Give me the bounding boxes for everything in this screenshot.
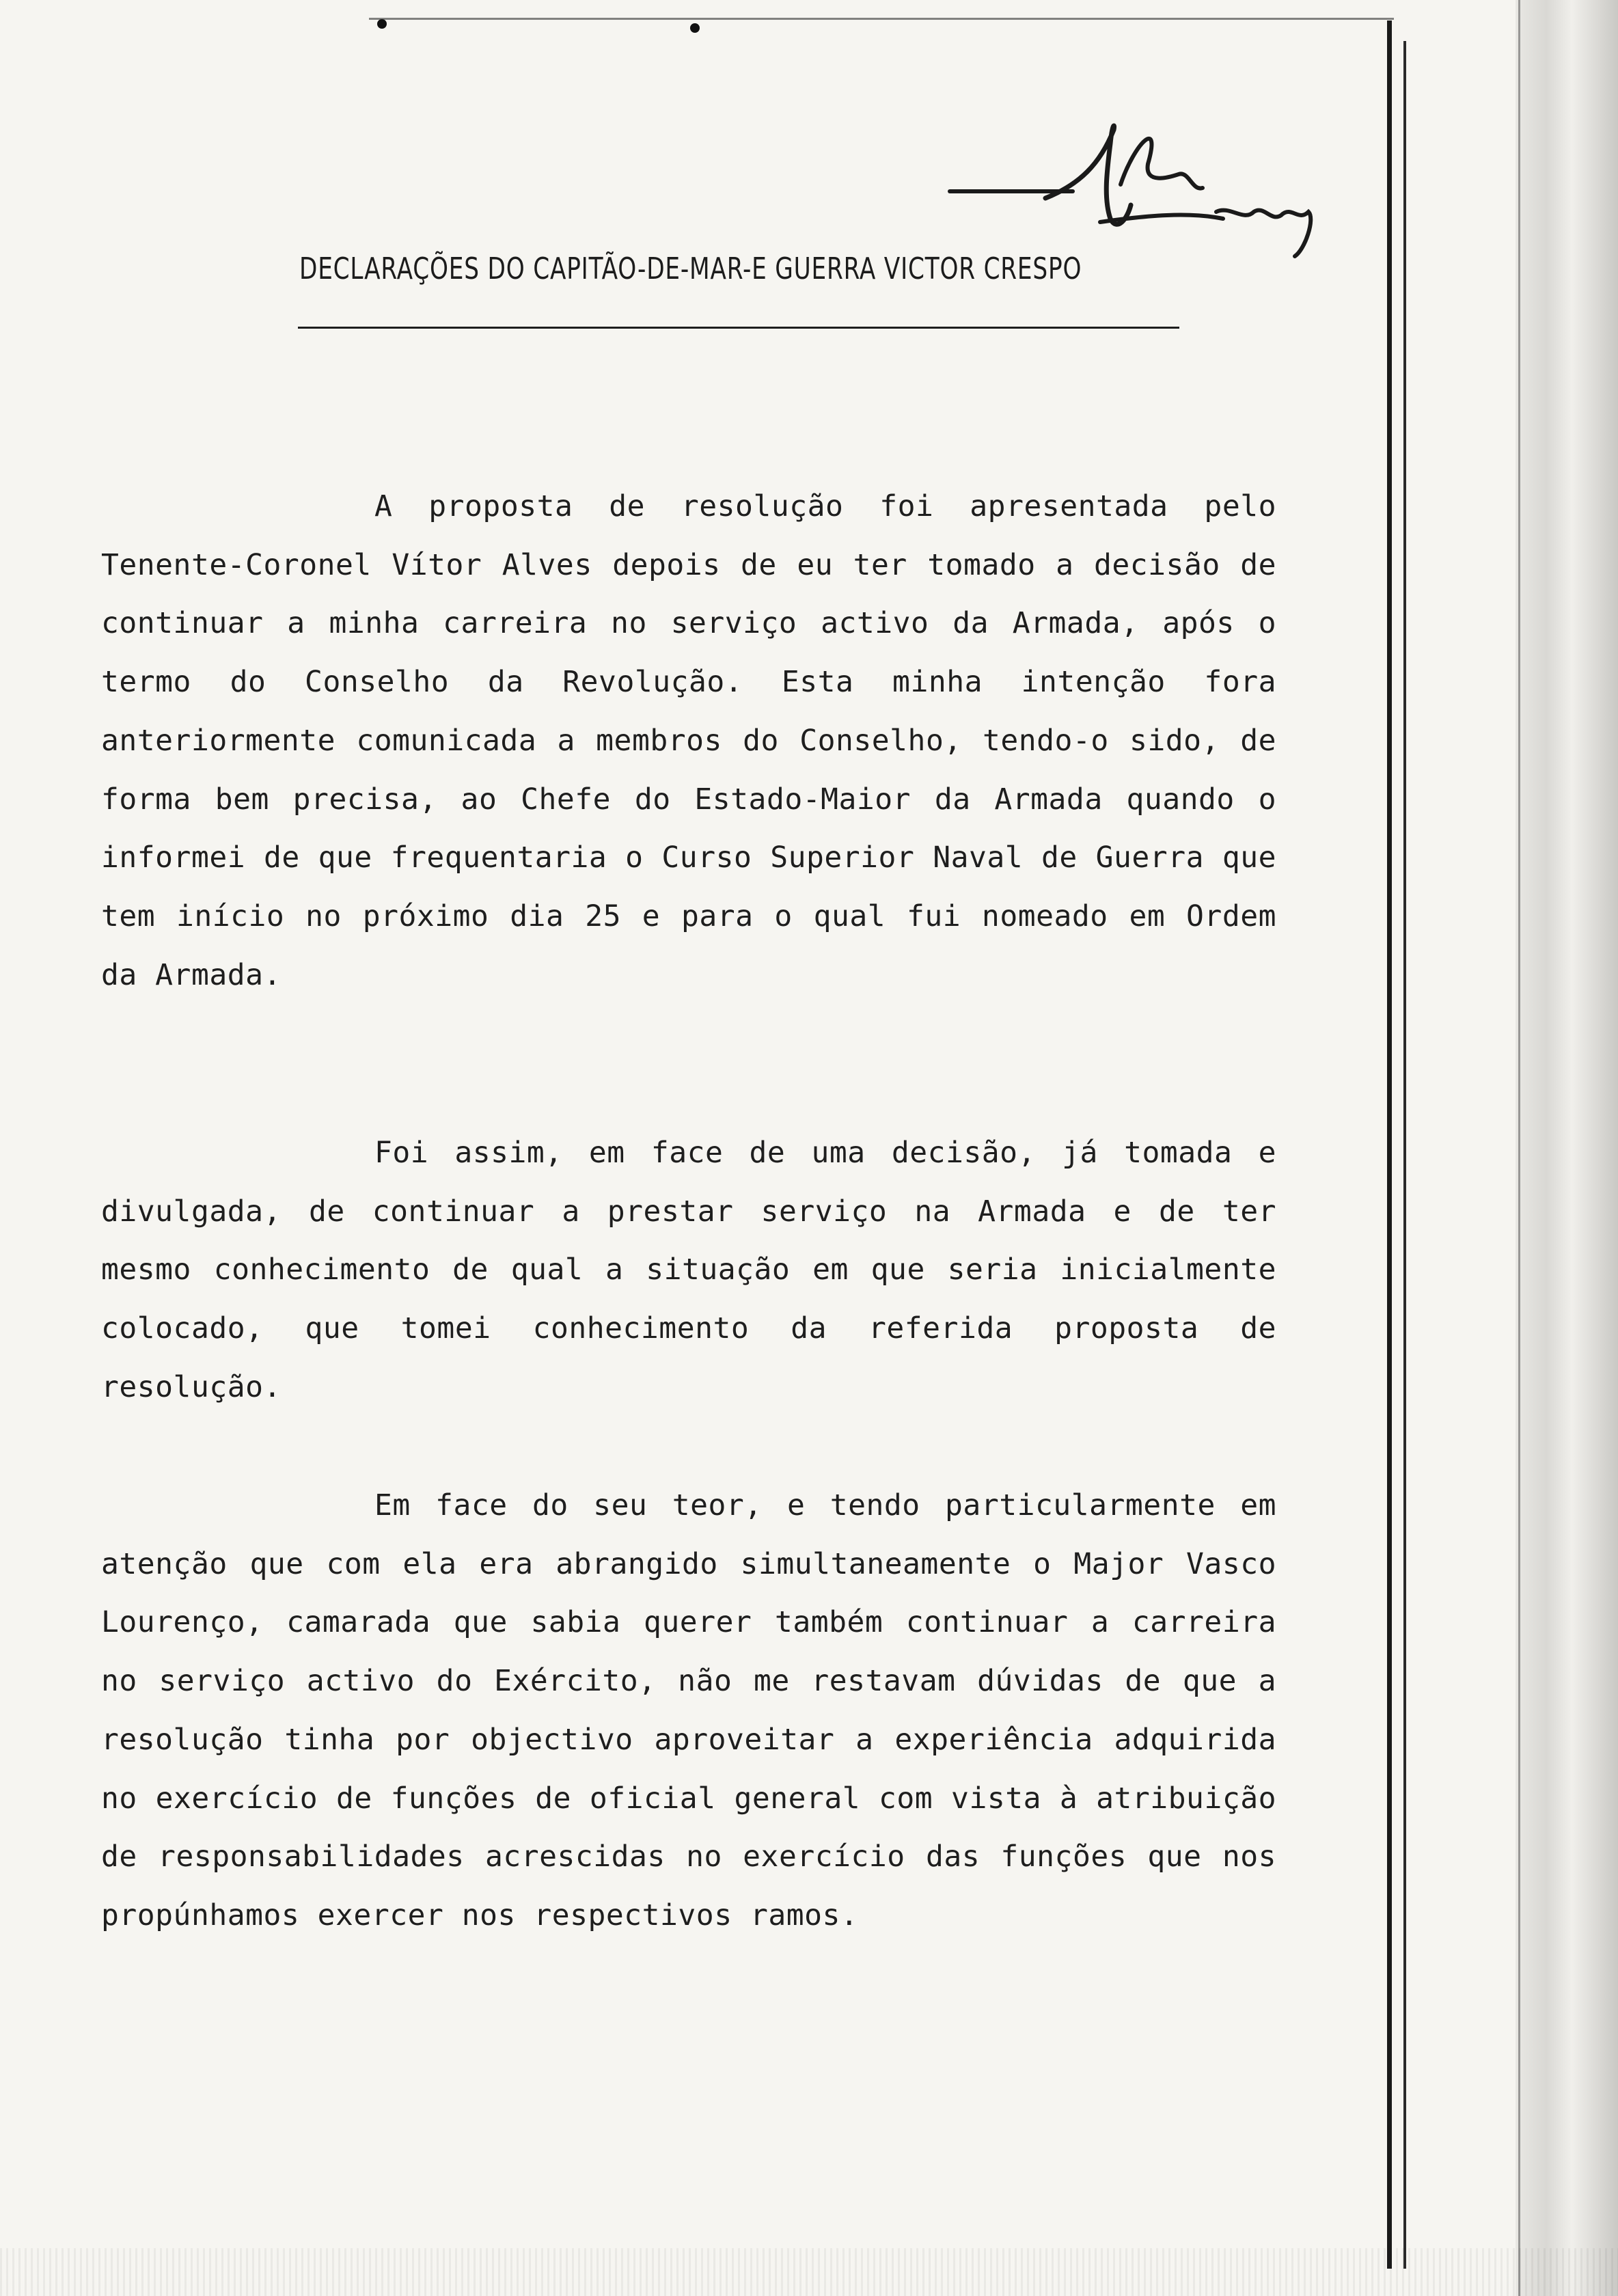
document-heading: DECLARAÇÕES DO CAPITÃO-DE-MAR-E GUERRA VICTOR CRESPO [299, 251, 1082, 286]
punch-hole-dot [377, 19, 387, 29]
paragraph-3: Em face do seu teor, e tendo particularmente em atenção que com ela era abrangido simultaneamente o Major Vasco Lourenço, camarada que sabia querer também continuar a carreira no serviço activo do Exército, não me restavam dúvidas de que a resolução tinha por objectivo aproveitar a experiência adquirida no exercício de funções de oficial general com vista à atribuição de responsabilidades acrescidas no exercício das funções que nos propúnhamos exercer nos respectivos ramos. [101, 1488, 1276, 1932]
page-edge-line [1518, 0, 1520, 2296]
heading-underline [298, 327, 1179, 329]
scan-edge [1516, 0, 1618, 2296]
punch-hole-dot [690, 23, 700, 33]
page-edge-line [1403, 41, 1406, 2269]
scan-noise [0, 2248, 1618, 2296]
page-edge-line [1387, 20, 1392, 2269]
top-border [369, 18, 1394, 20]
handwritten-signature [943, 102, 1339, 266]
paragraph-1: A proposta de resolução foi apresentada pelo Tenente-Coronel Vítor Alves depois de eu ter tomado a decisão de continuar a minha carreira no serviço activo da Armada, após o termo do Conselho da Revolução. Esta minha intenção fora anteriormente comunicada a membros do Conselho, tendo-o sido, de forma bem precisa, ao Chefe do Estado-Maior da Armada quando o informei de que frequentaria o Curso Superior Naval de Guerra que tem início no próximo dia 25 e para o qual fui nomeado em Ordem da Armada. [101, 489, 1276, 992]
paragraph-2: Foi assim, em face de uma decisão, já tomada e divulgada, de continuar a prestar serviço na Armada e de ter mesmo conhecimento de qual a situação em que seria inicialmente colocado, que tomei conhecimento da referida proposta de resolução. [101, 1136, 1276, 1404]
